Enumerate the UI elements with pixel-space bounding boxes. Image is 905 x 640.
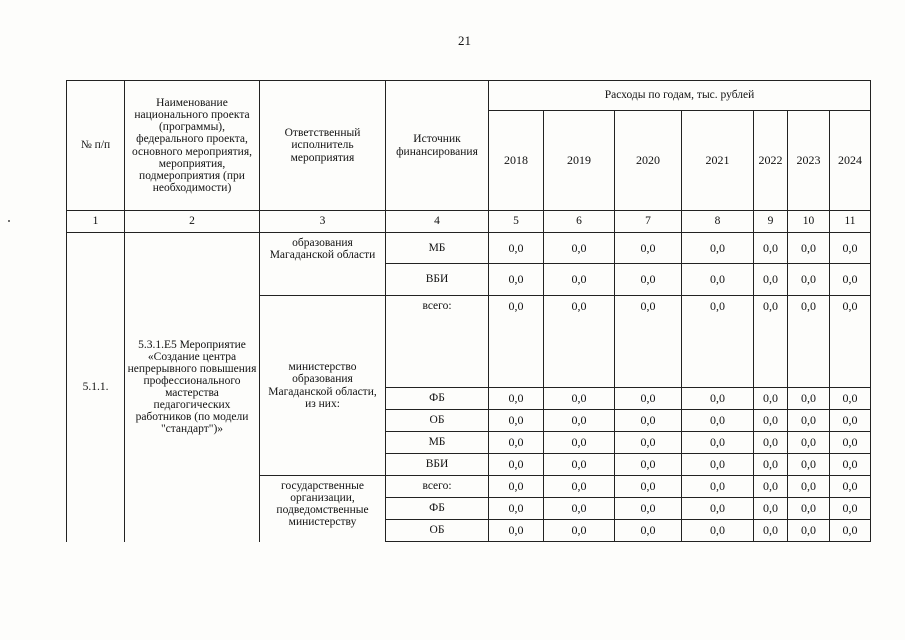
value-cell: 0,0 [615, 432, 682, 454]
value-cell: 0,0 [830, 476, 871, 498]
year-2018: 2018 [489, 111, 544, 211]
value-cell: 0,0 [615, 454, 682, 476]
value-cell: 0,0 [544, 388, 615, 410]
value-cell: 0,0 [489, 454, 544, 476]
source-cell: ВБИ [386, 264, 489, 296]
table-row [67, 233, 871, 264]
value-cell: 0,0 [615, 498, 682, 520]
value-cell: 0,0 [489, 264, 544, 296]
executor-cell: государственные организации, подведомственные министерству [260, 476, 386, 542]
value-cell: 0,0 [754, 388, 788, 410]
year-2019: 2019 [544, 111, 615, 211]
value-cell: 0,0 [788, 454, 830, 476]
source-cell: всего: [386, 476, 489, 498]
value-cell: 0,0 [754, 476, 788, 498]
value-cell: 0,0 [682, 520, 754, 542]
col-number: 2 [125, 211, 260, 233]
value-cell: 0,0 [544, 498, 615, 520]
year-2020: 2020 [615, 111, 682, 211]
source-cell: ОБ [386, 410, 489, 432]
value-cell: 0,0 [489, 498, 544, 520]
col-number: 4 [386, 211, 489, 233]
scan-speck [8, 220, 10, 222]
value-cell: 0,0 [754, 520, 788, 542]
value-cell: 0,0 [682, 432, 754, 454]
col-number: 6 [544, 211, 615, 233]
value-cell: 0,0 [830, 520, 871, 542]
col-number: 3 [260, 211, 386, 233]
value-cell: 0,0 [544, 410, 615, 432]
col-number: 8 [682, 211, 754, 233]
value-cell: 0,0 [788, 296, 830, 388]
value-cell: 0,0 [754, 410, 788, 432]
header-executor: Ответственный исполнитель мероприятия [260, 81, 386, 211]
value-cell: 0,0 [544, 233, 615, 264]
year-2022: 2022 [754, 111, 788, 211]
value-cell: 0,0 [788, 388, 830, 410]
col-number: 7 [615, 211, 682, 233]
year-2024: 2024 [830, 111, 871, 211]
source-cell: ФБ [386, 388, 489, 410]
value-cell: 0,0 [830, 454, 871, 476]
value-cell: 0,0 [754, 264, 788, 296]
value-cell: 0,0 [489, 520, 544, 542]
header-name: Наименование национального проекта (программы), федерального проекта, основного мероприятия, мероприятия, подмероприятия (при необходимости) [125, 81, 260, 211]
value-cell: 0,0 [544, 476, 615, 498]
value-cell: 0,0 [682, 476, 754, 498]
value-cell: 0,0 [682, 264, 754, 296]
value-cell: 0,0 [544, 264, 615, 296]
source-cell: МБ [386, 432, 489, 454]
header-row [67, 81, 871, 111]
row-number: 5.1.1. [67, 233, 125, 542]
value-cell: 0,0 [788, 520, 830, 542]
value-cell: 0,0 [615, 388, 682, 410]
col-number: 9 [754, 211, 788, 233]
header-expenses: Расходы по годам, тыс. рублей [489, 81, 871, 111]
value-cell: 0,0 [754, 233, 788, 264]
event-name: 5.3.1.Е5 Мероприятие «Создание центра непрерывного повышения профессионального мастерства педагогических работников (по модели "стандарт")» [125, 233, 260, 542]
value-cell: 0,0 [682, 454, 754, 476]
value-cell: 0,0 [544, 432, 615, 454]
value-cell: 0,0 [615, 410, 682, 432]
value-cell: 0,0 [544, 520, 615, 542]
value-cell: 0,0 [682, 410, 754, 432]
value-cell: 0,0 [682, 233, 754, 264]
source-cell: всего: [386, 296, 489, 388]
year-2021: 2021 [682, 111, 754, 211]
year-2023: 2023 [788, 111, 830, 211]
value-cell: 0,0 [682, 498, 754, 520]
header-num: № п/п [67, 81, 125, 211]
source-cell: ВБИ [386, 454, 489, 476]
value-cell: 0,0 [615, 476, 682, 498]
value-cell: 0,0 [615, 264, 682, 296]
value-cell: 0,0 [754, 296, 788, 388]
value-cell: 0,0 [830, 498, 871, 520]
page-number: 21 [458, 33, 471, 48]
value-cell: 0,0 [788, 476, 830, 498]
value-cell: 0,0 [754, 498, 788, 520]
value-cell: 0,0 [615, 520, 682, 542]
col-number: 11 [830, 211, 871, 233]
source-cell: МБ [386, 233, 489, 264]
value-cell: 0,0 [489, 432, 544, 454]
value-cell: 0,0 [754, 454, 788, 476]
expenses-table [66, 80, 871, 542]
value-cell: 0,0 [682, 296, 754, 388]
value-cell: 0,0 [489, 410, 544, 432]
value-cell: 0,0 [830, 233, 871, 264]
value-cell: 0,0 [788, 233, 830, 264]
source-cell: ФБ [386, 498, 489, 520]
value-cell: 0,0 [544, 454, 615, 476]
value-cell: 0,0 [788, 432, 830, 454]
col-number: 1 [67, 211, 125, 233]
header-source: Источник финансирования [386, 81, 489, 211]
col-number: 5 [489, 211, 544, 233]
value-cell: 0,0 [615, 296, 682, 388]
value-cell: 0,0 [544, 296, 615, 388]
col-number: 10 [788, 211, 830, 233]
executor-cell: министерство образования Магаданской области, из них: [260, 296, 386, 476]
value-cell: 0,0 [830, 296, 871, 388]
source-cell: ОБ [386, 520, 489, 542]
value-cell: 0,0 [489, 296, 544, 388]
value-cell: 0,0 [754, 432, 788, 454]
column-numbers-row [67, 211, 871, 233]
value-cell: 0,0 [830, 410, 871, 432]
value-cell: 0,0 [830, 432, 871, 454]
value-cell: 0,0 [788, 410, 830, 432]
executor-cell: образования Магаданской области [260, 233, 386, 296]
value-cell: 0,0 [788, 264, 830, 296]
value-cell: 0,0 [489, 233, 544, 264]
value-cell: 0,0 [830, 264, 871, 296]
value-cell: 0,0 [489, 388, 544, 410]
value-cell: 0,0 [682, 388, 754, 410]
value-cell: 0,0 [489, 476, 544, 498]
value-cell: 0,0 [788, 498, 830, 520]
value-cell: 0,0 [830, 388, 871, 410]
value-cell: 0,0 [615, 233, 682, 264]
